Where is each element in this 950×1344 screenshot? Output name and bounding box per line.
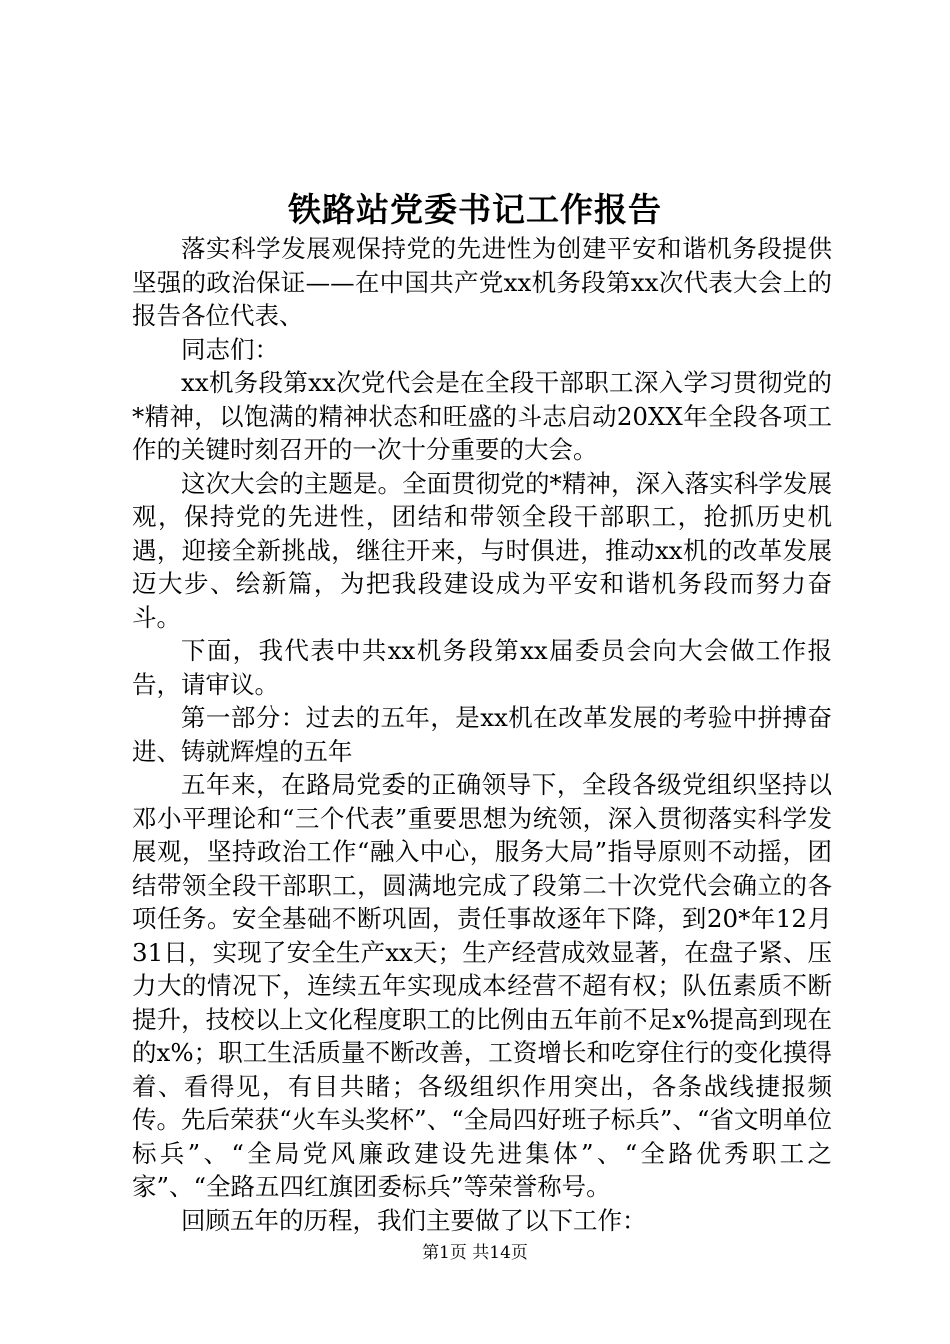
document-title: 铁路站党委书记工作报告 bbox=[288, 190, 662, 229]
paragraph: 回顾五年的历程，我们主要做了以下工作： bbox=[181, 1205, 647, 1235]
paragraph: 下面，我代表中共xx机务段第xx届委员会向大会做工作报告，请审议。 bbox=[132, 636, 832, 699]
paragraph: 同志们： bbox=[181, 334, 279, 364]
paragraph: 五年来，在路局党委的正确领导下，全段各级党组织坚持以邓小平理论和“三个代表”重要思想为统领，深入贯彻落实科学发展观，坚持政治工作“融入中心，服务大局”指导原则不动摇，团结带领全段干部职工，圆满地完成了段第二十次党代会确立的各项任务。安全基础不断巩固，责任事故逐年下降，到20*年12月31日，实现了安全生产xx天；生产经营成效显著，在盘子紧、压力大的情况下，连续五年实现成本经营不超有权；队伍素质不断提升，技校以上文化程度职工的比例由五年前不足x%提高到现在的x%；职工生活质量不断改善，工资增长和吃穿住行的变化摸得着、看得见，有目共睹；各级组织作用突出，各条战线捷报频传。先后荣获“火车头奖杯”、“全局四好班子标兵”、“省文明单位标兵”、“全局党风廉政建设先进集体”、“全路优秀职工之家”、“全路五四红旗团委标兵”等荣誉称号。 bbox=[132, 770, 832, 1201]
document-body bbox=[132, 232, 832, 1237]
page-footer: 第1页 共14页 bbox=[422, 1243, 528, 1263]
paragraph: 落实科学发展观保持党的先进性为创建平安和谐机务段提供坚强的政治保证——在中国共产党xx机务段第xx次代表大会上的报告各位代表、 bbox=[132, 234, 832, 330]
paragraph: xx机务段第xx次党代会是在全段干部职工深入学习贯彻党的*精神，以饱满的精神状态和旺盛的斗志启动20XX年全段各项工作的关键时刻召开的一次十分重要的大会。 bbox=[132, 368, 832, 464]
paragraph: 第一部分：过去的五年，是xx机在改革发展的考验中拼搏奋进、铸就辉煌的五年 bbox=[132, 703, 832, 766]
paragraph: 这次大会的主题是。全面贯彻党的*精神，深入落实科学发展观，保持党的先进性，团结和带领全段干部职工，抢抓历史机遇，迎接全新挑战，继往开来，与时俱进，推动xx机的改革发展迈大步、绘新篇，为把我段建设成为平安和谐机务段而努力奋斗。 bbox=[132, 468, 832, 632]
